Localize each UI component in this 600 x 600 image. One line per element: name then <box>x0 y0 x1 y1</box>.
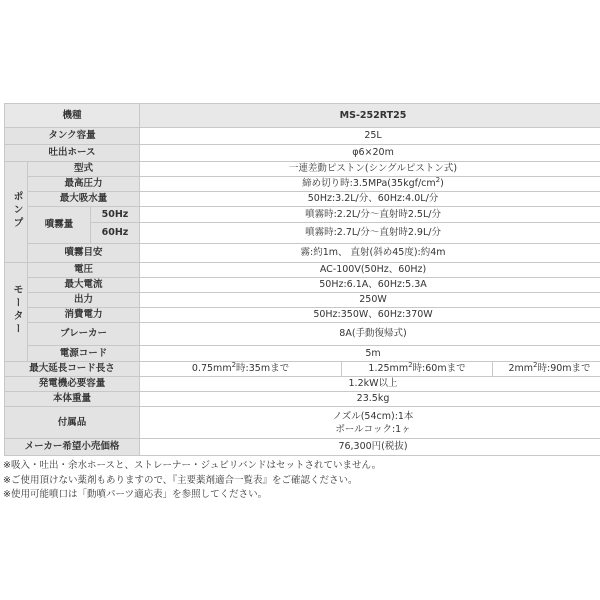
spray-guide-label: 噴霧目安 <box>28 244 140 263</box>
breaker-value: 8A(手動復帰式) <box>140 323 600 346</box>
table-row <box>5 223 600 244</box>
spray-60hz-label: 60Hz <box>91 223 140 244</box>
hose-value: φ6×20m <box>140 145 600 162</box>
breaker-label: ブレーカー <box>28 323 140 346</box>
table-header-row <box>5 104 600 128</box>
table-row <box>5 362 600 377</box>
pump-group-label: ポンプ <box>11 190 22 230</box>
power-label: 消費電力 <box>28 308 140 323</box>
table-row <box>5 377 600 392</box>
accessories-label: 付属品 <box>5 407 140 439</box>
current-value: 50Hz:6.1A、60Hz:5.3A <box>140 278 600 293</box>
table-row <box>5 293 600 308</box>
table-row <box>5 145 600 162</box>
note-chemicals: ※ご使用頂けない薬剤もありますので、『主要薬剤適合一覧表』をご確認ください。 <box>3 474 358 486</box>
generator-value: 1.2kW以上 <box>140 377 600 392</box>
spec-table <box>4 103 600 456</box>
weight-value: 23.5kg <box>140 392 600 407</box>
spray-60hz-value: 噴霧時:2.7L/分〜直射時2.9L/分 <box>140 223 600 244</box>
pressure-label: 最高圧力 <box>28 177 140 192</box>
price-label: メーカー希望小売価格 <box>5 439 140 456</box>
table-row <box>5 263 600 278</box>
notes <box>3 459 381 503</box>
note-hose: ※吸入・吐出・余水ホースと、ストレーナー・ジュビリバンドはセットされていません。 <box>3 460 382 471</box>
hose-label: 吐出ホース <box>5 145 140 162</box>
table-row <box>5 162 600 177</box>
weight-label: 本体重量 <box>5 392 140 407</box>
table-row <box>5 392 600 407</box>
output-label: 出力 <box>28 293 140 308</box>
table-row <box>5 323 600 346</box>
table-row <box>5 308 600 323</box>
tank-value: 25L <box>140 128 600 145</box>
cord-label: 電源コード <box>28 346 140 362</box>
pump-type-label: 型式 <box>28 162 140 177</box>
output-value: 250W <box>140 293 600 308</box>
extension-value-3: $2mm^2$時:90mまで <box>493 362 600 377</box>
pressure-value: 締め切り時$:3.5MPa(35kgf/cm^2)$ <box>140 177 600 192</box>
extension-label: 最大延長コード長さ <box>5 362 140 377</box>
table-row <box>5 346 600 362</box>
motor-group-label: モーター <box>11 284 22 336</box>
model-header-label: 機種 <box>5 104 140 128</box>
cord-value: 5m <box>140 346 600 362</box>
table-row <box>5 192 600 207</box>
accessory-item-ballcock: ボールコック:1ヶ <box>335 423 411 435</box>
generator-label: 発電機必要容量 <box>5 377 140 392</box>
pump-type-value: 一連差動ピストン(シングルピストン式) <box>140 162 600 177</box>
table-row <box>5 177 600 192</box>
spray-label: 噴霧量 <box>28 207 91 244</box>
power-value: 50Hz:350W、60Hz:370W <box>140 308 600 323</box>
table-row <box>5 278 600 293</box>
voltage-value: AC-100V(50Hz、60Hz) <box>140 263 600 278</box>
extension-value-1: $0.75mm^2$時:35mまで <box>140 362 342 377</box>
spray-guide-value: 霧:約1m、 直射(斜め45度):約4m <box>140 244 600 263</box>
table-row <box>5 439 600 456</box>
current-label: 最大電流 <box>28 278 140 293</box>
motor-group-cell <box>5 263 28 362</box>
tank-label: タンク容量 <box>5 128 140 145</box>
price-value: 76,300円(税抜) <box>140 439 600 456</box>
suction-label: 最大吸水量 <box>28 192 140 207</box>
voltage-label: 電圧 <box>28 263 140 278</box>
accessory-item-nozzle: ノズル(54cm):1本 <box>332 410 414 422</box>
table-row <box>5 407 600 439</box>
extension-value-2: $1.25mm^2$時:60mまで <box>342 362 493 377</box>
suction-value: 50Hz:3.2L/分、60Hz:4.0L/分 <box>140 192 600 207</box>
pump-group-cell <box>5 162 28 263</box>
spray-50hz-label: 50Hz <box>91 207 140 223</box>
model-name: MS-252RT25 <box>140 104 600 128</box>
note-nozzles: ※使用可能噴口は「動噴パーツ適応表」を参照してください。 <box>3 489 268 500</box>
spray-50hz-value: 噴霧時:2.2L/分〜直射時2.5L/分 <box>140 207 600 223</box>
table-row <box>5 207 600 223</box>
table-row <box>5 244 600 263</box>
table-row <box>5 128 600 145</box>
accessories-value <box>140 407 600 439</box>
